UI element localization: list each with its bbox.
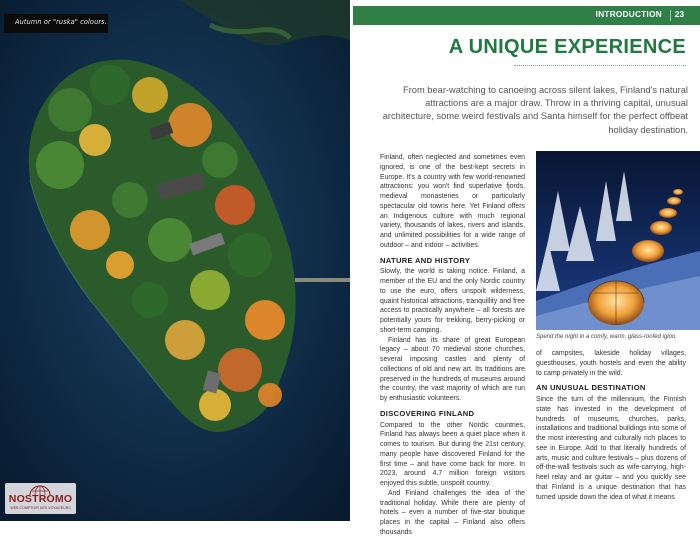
page-number: 23 xyxy=(674,10,684,19)
igloo-illustration xyxy=(536,151,700,330)
body-paragraph: Compared to the other Nordic countries, Finland has always been a quiet place when it comes to tourism. But during the 21st century, many people have discovered Finland for the first time – and have come back for more. In 2023, around 4.7 million foreign visitors enjoyed this subtle, unspoilt country. xyxy=(380,421,525,487)
photo-caption: Autumn or "ruska" colours. xyxy=(15,18,107,26)
dotted-rule xyxy=(514,65,686,66)
watermark-tagline: WEB COMPTOIR DES VOYAGEURS xyxy=(10,506,71,510)
watermark-name: NOSTROMO xyxy=(8,493,73,505)
intro-paragraph: From bear-watching to canoeing across silent lakes, Finland's natural attractions are a major draw. Throw in a thriving capital, unusual architecture, some weird festivals and Santa himself for the perfect offbeat holiday destination. xyxy=(382,85,688,135)
island-aerial-photo xyxy=(0,0,350,521)
body-paragraph: Since the turn of the millennium, the Finnish state has invested in the development of hundreds of museums, churches, parks, installations and traditional buildings into some of the most interesting and culturally rich places to see in Europe. Add to that literally hundreds of arts, music and culture festivals – plus dozens of off-the-wall festivals such as wife-carrying, high-heel relay and air guitar – and you quickly see that Finland is a unique destination that has turned upside down the idea of what it means xyxy=(536,396,686,501)
header-divider xyxy=(670,10,671,21)
body-paragraph: Finland has its share of great European legacy – about 70 medieval stone churches, several imposing castles and plenty of collections of old and new art. Its traditions are preserved in the hundreds of museums around the country, the vast majority of which are run by enthusiastic volunteers. xyxy=(380,336,525,402)
igloo-caption: Spend the night in a comfy, warm, glass-roofed igloo. xyxy=(536,334,677,340)
subheading-unusual-destination: AN UNUSUAL DESTINATION xyxy=(536,383,646,393)
running-header xyxy=(353,6,700,25)
island-illustration xyxy=(0,0,350,521)
section-name: INTRODUCTION xyxy=(595,10,662,19)
body-paragraph: Finland, often neglected and sometimes even ignored, is one of the best-kept secrets in Europe. It's a country with few world-renowned attractions: you won't find superlative fjords, medieval monasteries or particularly spectacular old towns here. Yet Finland offers an Indigenous culture with much regional variety, thousands of lakes, rivers and islands, and unlimited possibilities for a wide range of outdoor – and indoor – activities. xyxy=(380,154,525,249)
subheading-discovering-finland: DISCOVERING FINLAND xyxy=(380,408,475,418)
photo-caption-box xyxy=(4,14,108,33)
body-column-right xyxy=(536,349,686,502)
body-paragraph: of campsites, lakeside holiday villages, guesthouses, youth hostels and even the ability to camp privately in the wild. xyxy=(536,350,686,377)
igloo-photo xyxy=(536,151,700,330)
subheading-nature-history: NATURE AND HISTORY xyxy=(380,255,471,265)
body-paragraph: And Finland challenges the idea of the traditional holiday. While there are plenty of hotels – even a number of five-star boutique places in the capital – Finland also offers thousands xyxy=(380,489,525,536)
text-page xyxy=(350,0,700,536)
page-title: A UNIQUE EXPERIENCE xyxy=(448,36,686,58)
body-paragraph: Slowly, the world is taking notice. Finland, a member of the EU and the only Nordic country to use the euro, offers unspoilt wilderness, quaint historical attractions, tranquillity and free access to practically anywhere – all forests are potentially yours for trekking, berry-picking or short-term camping. xyxy=(380,268,525,334)
body-column-left xyxy=(380,153,525,538)
nostromo-watermark xyxy=(5,483,76,514)
